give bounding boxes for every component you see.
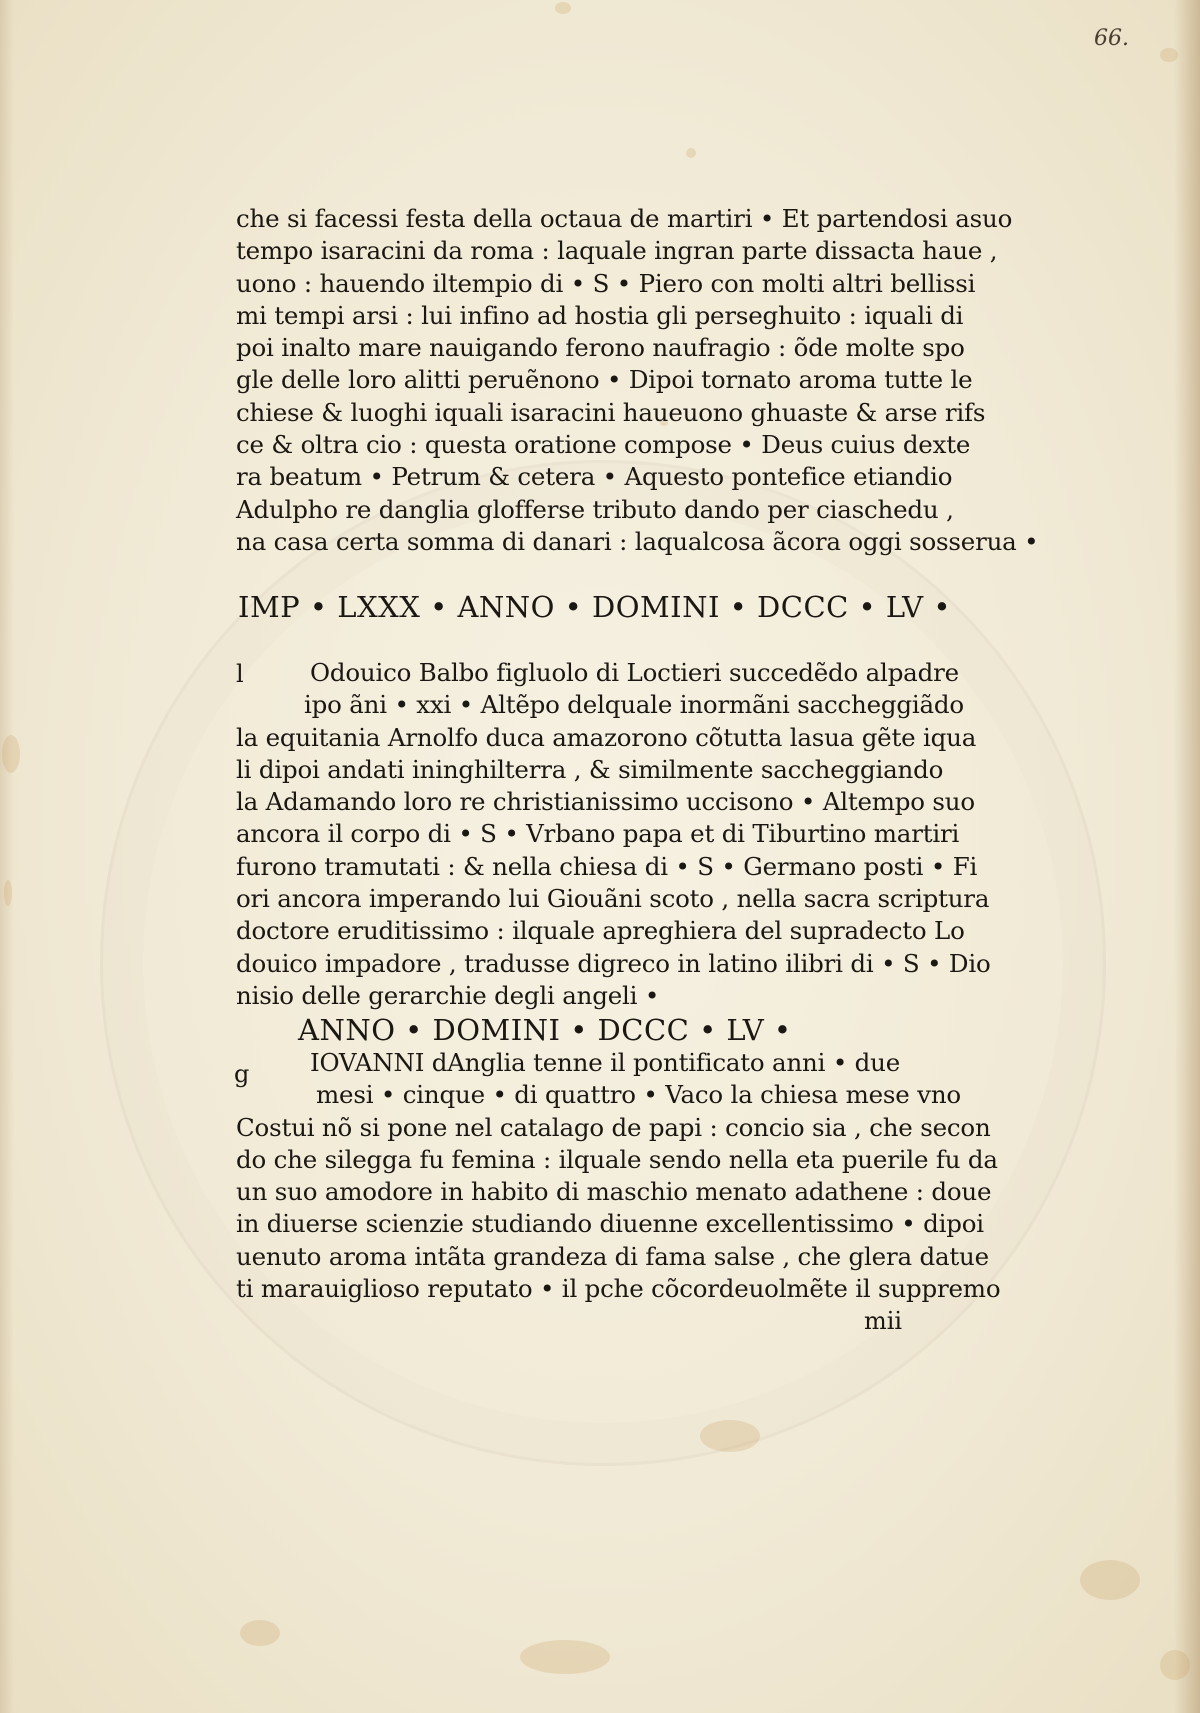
section-heading-imp: IMP • LXXX • ANNO • DOMINI • DCCC • LV • — [238, 590, 951, 624]
text-block-2 — [236, 657, 991, 1012]
guide-letter-initial: g — [234, 1060, 250, 1088]
text-line: do che silegga fu femina : ilquale sendo nella eta puerile fu da — [236, 1144, 998, 1174]
text-line: chiese & luoghi iquali isaracini haueuono ghuaste & arse rifs — [236, 397, 986, 427]
text-line: la equitania Arnolfo duca amazorono cõtutta lasua gẽte iqua — [236, 722, 977, 752]
foxing-stain — [520, 1640, 610, 1674]
text-line: che si facessi festa della octaua de martiri • Et partendosi asuo — [236, 204, 1013, 233]
text-block-3 — [236, 1047, 1001, 1305]
text-line: tempo isaracini da roma : laquale ingran parte dissacta haue , — [236, 236, 998, 266]
foxing-stain — [555, 2, 571, 14]
text-line: uono : hauendo iltempio di • S • Piero con molti altri bellissi — [236, 268, 976, 298]
foxing-stain — [2, 735, 20, 773]
text-line: poi inalto mare nauigando ferono naufragio : õde molte spo — [236, 333, 965, 363]
text-line: mesi • cinque • di quattro • Vaco la chiesa mese vno — [316, 1080, 961, 1110]
foxing-stain — [1160, 48, 1178, 62]
text-line: mi tempi arsi : lui infino ad hostia gli perseghuito : iquali di — [236, 300, 964, 330]
text-line: li dipoi andati ininghilterra , & similmente saccheggiando — [236, 754, 944, 784]
text-line: Costui nõ si pone nel catalago de papi : concio sia , che secon — [236, 1112, 991, 1142]
foxing-stain — [1160, 1650, 1190, 1680]
text-line: doctore eruditissimo : ilquale apreghiera del supradecto Lo — [236, 916, 965, 946]
text-line: uenuto aroma intãta grandeza di fama salse , che glera datue — [236, 1241, 989, 1271]
text-line: furono tramutati : & nella chiesa di • S • Germano posti • Fi — [236, 851, 978, 881]
text-line: Odouico Balbo figluolo di Loctieri succedẽdo alpadre — [310, 658, 959, 687]
text-line: in diuerse scienzie studiando diuenne excellentissimo • dipoi — [236, 1209, 984, 1239]
text-line: douico impadore , tradusse digreco in latino ilibri di • S • Dio — [236, 948, 991, 978]
text-line: gle delle loro alitti peruẽnono • Dipoi tornato aroma tutte le — [236, 365, 973, 395]
text-line: nisio delle gerarchie degli angeli • — [236, 980, 660, 1010]
foxing-stain — [700, 1420, 760, 1452]
page-edge-right-shadow — [1174, 0, 1200, 1713]
foxing-stain — [4, 880, 12, 906]
folio-number: 66. — [1094, 26, 1129, 51]
foxing-stain — [686, 148, 696, 158]
text-line: ra beatum • Petrum & cetera • Aquesto pontefice etiandio — [236, 462, 953, 492]
section-heading-anno: ANNO • DOMINI • DCCC • LV • — [298, 1013, 792, 1047]
text-line: na casa certa somma di danari : laqualcosa ãcora oggi sosserua • — [236, 526, 1039, 556]
text-line: la Adamando loro re christianissimo uccisono • Altempo suo — [236, 787, 975, 817]
catchword: mii — [864, 1307, 903, 1335]
text-line: un suo amodore in habito di maschio menato adathene : doue — [236, 1177, 992, 1207]
text-line: ce & oltra cio : questa oratione compose • Deus cuius dexte — [236, 430, 971, 460]
text-line: ipo ãni • xxi • Altẽpo delquale inormãni saccheggiãdo — [304, 690, 964, 720]
text-line: ti marauiglioso reputato • il pche cõcordeuolmẽte il suppremo — [236, 1274, 1001, 1304]
text-line: Adulpho re danglia glofferse tributo dando per ciaschedu , — [236, 494, 954, 524]
foxing-stain — [1080, 1560, 1140, 1600]
text-line: ancora il corpo di • S • Vrbano papa et di Tiburtino martiri — [236, 819, 960, 849]
text-line: IOVANNI dAnglia tenne il pontificato anni • due — [310, 1048, 901, 1077]
page-edge-left-shadow — [0, 0, 14, 1713]
guide-letter-initial: l — [236, 660, 244, 688]
text-block-1 — [236, 203, 1039, 558]
text-line: ori ancora imperando lui Giouãni scoto , nella sacra scriptura — [236, 884, 990, 914]
foxing-stain — [240, 1620, 280, 1646]
